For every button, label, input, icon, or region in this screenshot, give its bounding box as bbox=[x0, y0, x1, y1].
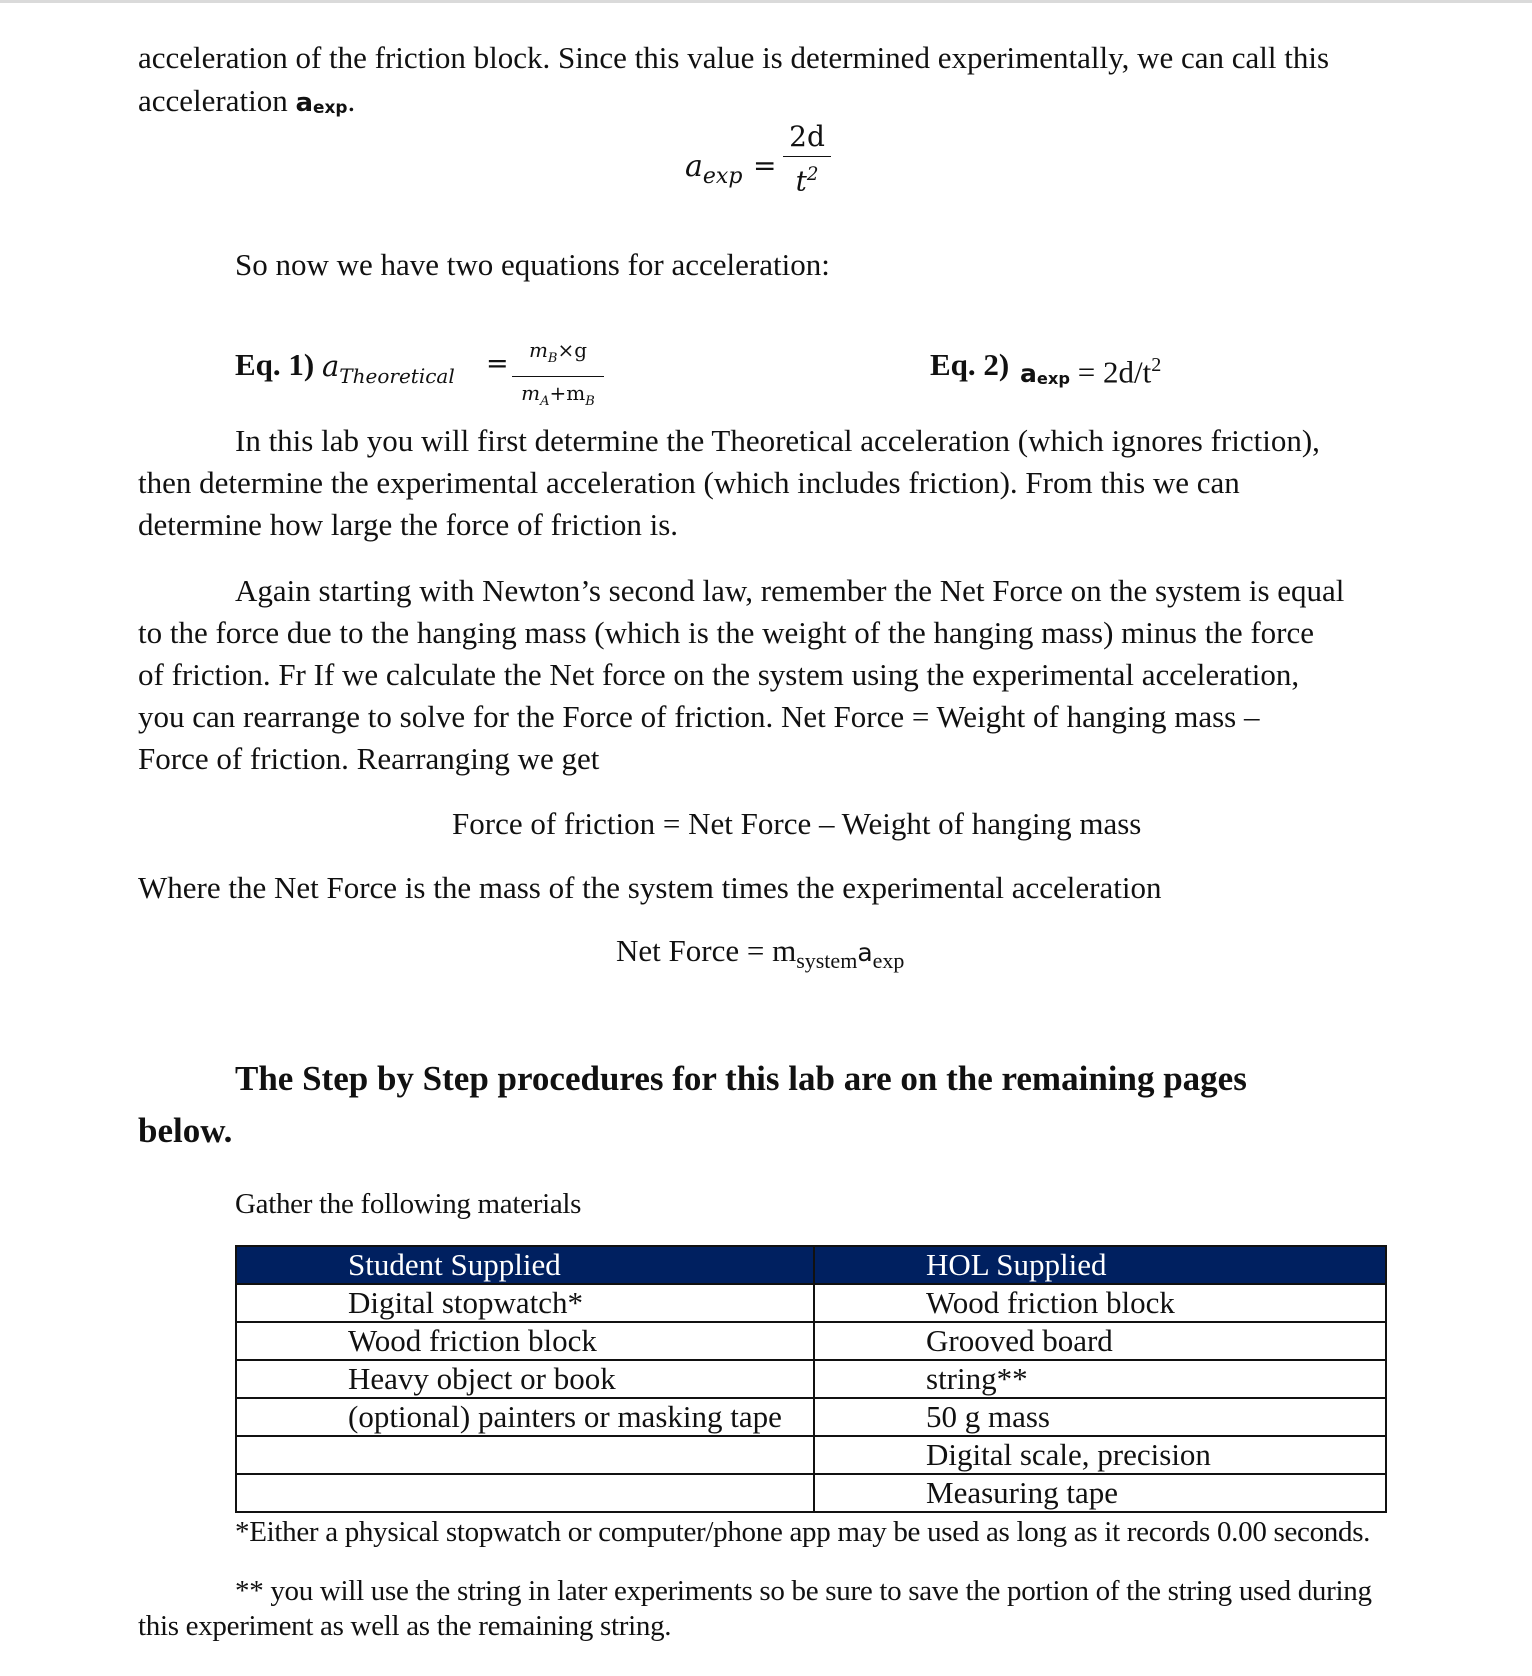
table-cell: Heavy object or book bbox=[236, 1360, 814, 1398]
table-cell: string** bbox=[814, 1360, 1386, 1398]
eq-friction: Force of friction = Net Force – Weight of hanging mass bbox=[452, 806, 1142, 841]
eq1-denominator: $m_A+m_B$ bbox=[521, 381, 595, 409]
table-cell: 50 g mass bbox=[814, 1398, 1386, 1436]
table-cell: Digital stopwatch* bbox=[236, 1284, 814, 1322]
table-row bbox=[236, 1436, 1386, 1474]
table-cell: (optional) painters or masking tape bbox=[236, 1398, 814, 1436]
para2-line1: In this lab you will first determine the Theoretical acceleration (which ignores friction), bbox=[235, 423, 1320, 458]
footnote-string-line2: this experiment as well as the remaining string. bbox=[138, 1610, 672, 1642]
aexp-symbol: $a_{exp}$ bbox=[295, 88, 348, 118]
eq2-aexp-symbol: $a_{exp}$ bbox=[1020, 359, 1071, 389]
header-hol-supplied: HOL Supplied bbox=[814, 1246, 1386, 1284]
eq2-label: Eq. 2) bbox=[930, 347, 1010, 382]
table-cell: Digital scale, precision bbox=[814, 1436, 1386, 1474]
para1-line2-text: acceleration bbox=[138, 83, 296, 118]
table-cell bbox=[236, 1436, 814, 1474]
eq-aexp-lhs: $a_{exp}$ bbox=[685, 149, 743, 189]
para3-line1: Again starting with Newton’s second law, remember the Net Force on the system is equal bbox=[235, 573, 1345, 608]
table-cell: Grooved board bbox=[814, 1322, 1386, 1360]
para2-line2: then determine the experimental acceleration (which includes friction). From this we can bbox=[138, 465, 1240, 500]
table-cell bbox=[236, 1474, 814, 1512]
table-row bbox=[236, 1474, 1386, 1512]
para1-line2: acceleration $a_{exp}$. bbox=[138, 83, 356, 118]
table-row bbox=[236, 1322, 1386, 1360]
eq1-lhs: $a_{Theoretical}$ bbox=[322, 349, 455, 388]
procedures-heading-line1: The Step by Step procedures for this lab are on the remaining pages bbox=[235, 1059, 1247, 1098]
footnote-stopwatch: *Either a physical stopwatch or computer/phone app may be used as long as it records 0.00 seconds. bbox=[235, 1516, 1371, 1548]
header-student-supplied: Student Supplied bbox=[236, 1246, 814, 1284]
para2-line3: determine how large the force of friction is. bbox=[138, 507, 679, 542]
para3-line3: of friction. Fr If we calculate the Net force on the system using the experimental acceleration, bbox=[138, 657, 1300, 692]
table-cell: Wood friction block bbox=[236, 1322, 814, 1360]
table-row bbox=[236, 1398, 1386, 1436]
eq1-numerator: $m_B\times g$ bbox=[528, 338, 588, 366]
eq-aexp-fraction bbox=[783, 118, 831, 199]
para3-line4: you can rearrange to solve for the Force of friction. Net Force = Weight of hanging mass – bbox=[138, 699, 1260, 734]
para1-line1: acceleration of the friction block. Since this value is determined experimentally, we can call this bbox=[138, 40, 1330, 75]
eq-aexp-numerator: 2d bbox=[789, 120, 825, 153]
table-row bbox=[236, 1284, 1386, 1322]
table-header-row bbox=[236, 1246, 1386, 1284]
eq2-expression: $a_{exp} = 2d/t^2$ bbox=[1020, 354, 1162, 390]
procedures-heading-line2: below. bbox=[138, 1111, 233, 1150]
table-cell: Wood friction block bbox=[814, 1284, 1386, 1322]
table-cell: Measuring tape bbox=[814, 1474, 1386, 1512]
footnote-string-line1: ** you will use the string in later experiments so be sure to save the portion of the string used during bbox=[235, 1575, 1372, 1607]
eq1-label: Eq. 1) bbox=[235, 347, 315, 382]
para3-line2: to the force due to the hanging mass (which is the weight of the hanging mass) minus the force bbox=[138, 615, 1314, 650]
eq-net-force: Net Force = $m_{system}a_{exp}$ bbox=[616, 933, 905, 974]
table-row bbox=[236, 1360, 1386, 1398]
eq1-equals: = bbox=[486, 348, 509, 379]
top-edge bbox=[0, 0, 1532, 3]
where-net-force: Where the Net Force is the mass of the system times the experimental acceleration bbox=[138, 870, 1162, 905]
materials-table bbox=[235, 1245, 1387, 1513]
para3-line5: Force of friction. Rearranging we get bbox=[138, 741, 600, 776]
eq1-fraction bbox=[512, 333, 604, 418]
gather-materials: Gather the following materials bbox=[235, 1188, 582, 1220]
intro-two-equations: So now we have two equations for acceleration: bbox=[235, 247, 830, 282]
eq-aexp-denominator: $t^2$ bbox=[795, 164, 819, 198]
eq-aexp-equals: = bbox=[753, 149, 777, 182]
